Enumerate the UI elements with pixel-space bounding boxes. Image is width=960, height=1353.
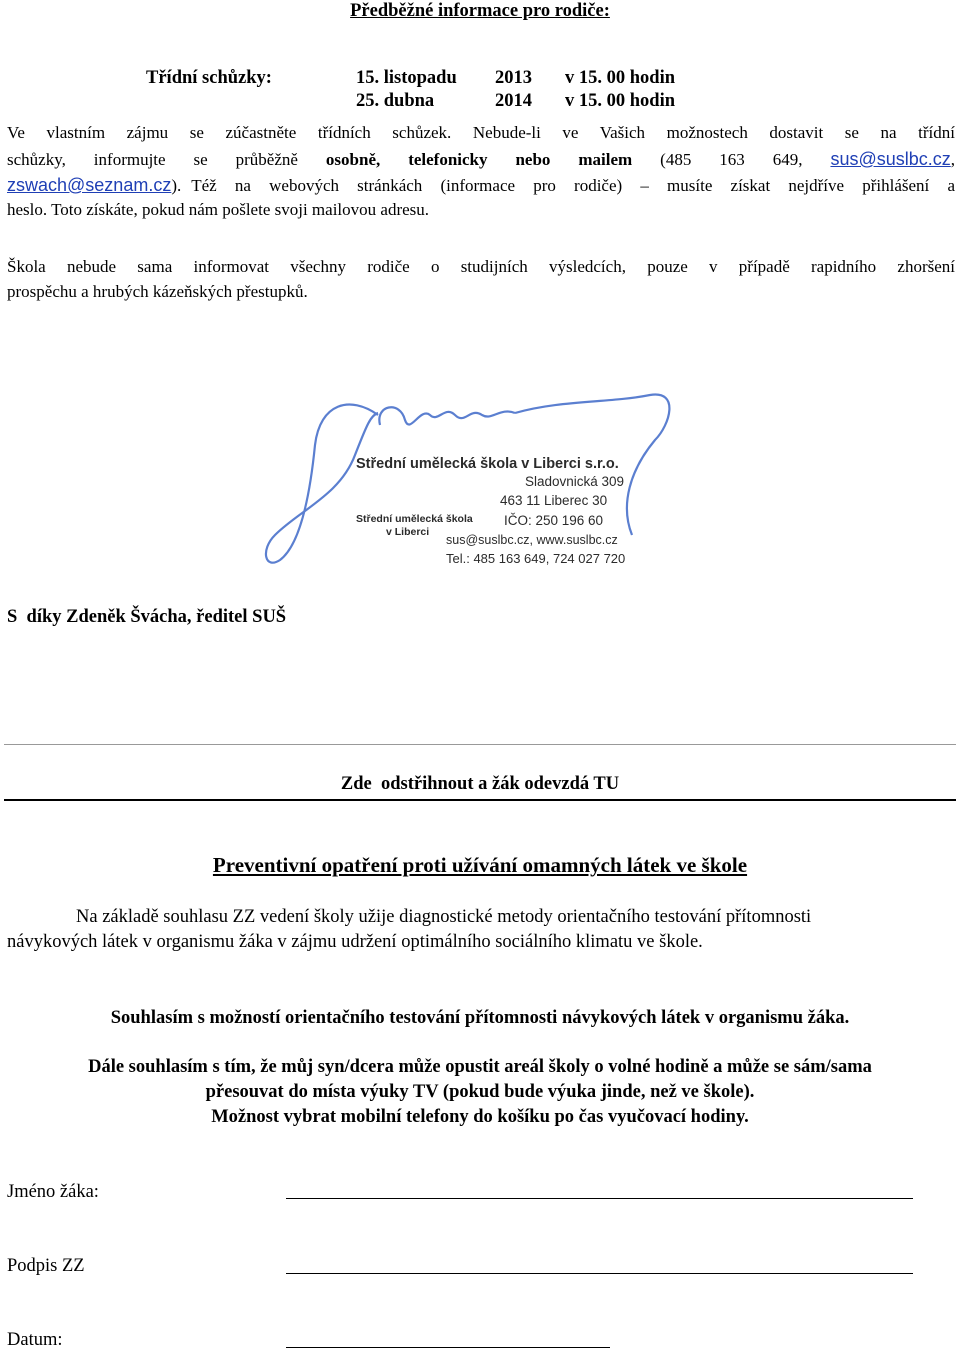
- signature-stamp: [260, 385, 680, 575]
- signoff: S díky Zdeněk Švácha, ředitel SUŠ: [7, 607, 287, 627]
- guardian-signature-field[interactable]: [286, 1273, 913, 1274]
- cut-line-top: [4, 744, 956, 745]
- info-line-2: [7, 147, 955, 172]
- meeting-year-2: 2014: [495, 91, 532, 111]
- stamp-tel: Tel.: 485 163 649, 724 027 720: [446, 551, 626, 566]
- stamp-name: Střední umělecká škola v Liberci s.r.o.: [356, 456, 619, 472]
- info-line-3: [7, 173, 955, 198]
- prevention-para-line-2: návykových látek v organismu žáka v zájmu udržení optimálního sociálního klimatu ve škole.: [7, 932, 703, 952]
- info-line-2-text: schůzky, informujte se průběžně: [7, 150, 298, 169]
- meeting-time-2: v 15. 00 hodin: [565, 91, 676, 111]
- page-title: Předběžné informace pro rodiče:: [350, 1, 610, 21]
- meeting-date-1: 15. listopadu: [356, 68, 457, 88]
- consent-phones: Možnost vybrat mobilní telefony do košíku po čas vyučovací hodiny.: [211, 1107, 749, 1127]
- stamp-web: sus@suslbc.cz, www.suslbc.cz: [446, 533, 618, 547]
- prevention-title: Preventivní opatření proti užívání omamných látek ve škole: [212, 853, 748, 877]
- stamp-ico: IČO: 250 196 60: [504, 513, 604, 528]
- student-name-field[interactable]: [286, 1198, 913, 1199]
- prevention-para-line-1: Na základě souhlasu ZZ vedení školy užije diagnostické metody orientačního testování přítomnosti: [76, 907, 812, 927]
- info-contact-methods: osobně, telefonicky nebo mailem: [325, 150, 633, 169]
- meeting-time-1: v 15. 00 hodin: [565, 68, 676, 88]
- guardian-signature-label: Podpis ZZ: [7, 1256, 85, 1276]
- signature-icon: [266, 405, 378, 563]
- info-comma: ,: [950, 150, 956, 169]
- date-field[interactable]: [286, 1347, 610, 1348]
- info-close-paren: ).: [171, 176, 182, 195]
- date-label: Datum:: [7, 1330, 63, 1350]
- email-link-school[interactable]: sus@suslbc.cz: [830, 149, 951, 169]
- info-web-text: Též na webových stránkách (informace pro rodiče) – musíte získat nejdříve přihlášení a: [191, 176, 955, 195]
- consent-leave-line-1: Dále souhlasím s tím, že můj syn/dcera může opustit areál školy o volné hodině a může se sám/sama: [88, 1057, 872, 1077]
- info-line-1: Ve vlastním zájmu se zúčastněte třídních schůzek. Nebude-li ve Vašich možnostech dostavit se na třídní: [7, 123, 955, 142]
- notice-line-2: prospěchu a hrubých kázeňských přestupků.: [7, 282, 308, 301]
- info-line-4: heslo. Toto získáte, pokud nám pošlete svoji mailovou adresu.: [7, 200, 430, 219]
- meetings-label: Třídní schůzky:: [146, 68, 272, 88]
- meeting-year-1: 2013: [495, 68, 532, 88]
- cut-instruction: Zde odstřihnout a žák odevzdá TU: [340, 774, 620, 794]
- student-name-label: Jméno žáka:: [7, 1182, 99, 1202]
- stamp-logo-line-2: v Liberci: [386, 526, 430, 538]
- stamp-logo-line-1: Střední umělecká škola: [356, 513, 473, 525]
- stamp-street: Sladovnická 309: [525, 474, 625, 489]
- email-link-director[interactable]: zswach@seznam.cz: [7, 175, 172, 195]
- stamp-city: 463 11 Liberec 30: [500, 493, 608, 508]
- meeting-date-2: 25. dubna: [356, 91, 435, 111]
- notice-line-1: Škola nebude sama informovat všechny rodiče o studijních výsledcích, pouze v případě rapidního zhoršení: [7, 257, 955, 276]
- info-phone: (485 163 649,: [660, 150, 803, 169]
- consent-testing: Souhlasím s možností orientačního testování přítomnosti návykových látek v organismu žáka.: [110, 1008, 850, 1028]
- cut-line-bottom: [4, 799, 956, 801]
- consent-leave-line-2: přesouvat do místa výuky TV (pokud bude výuka jinde, než ve škole).: [205, 1082, 755, 1102]
